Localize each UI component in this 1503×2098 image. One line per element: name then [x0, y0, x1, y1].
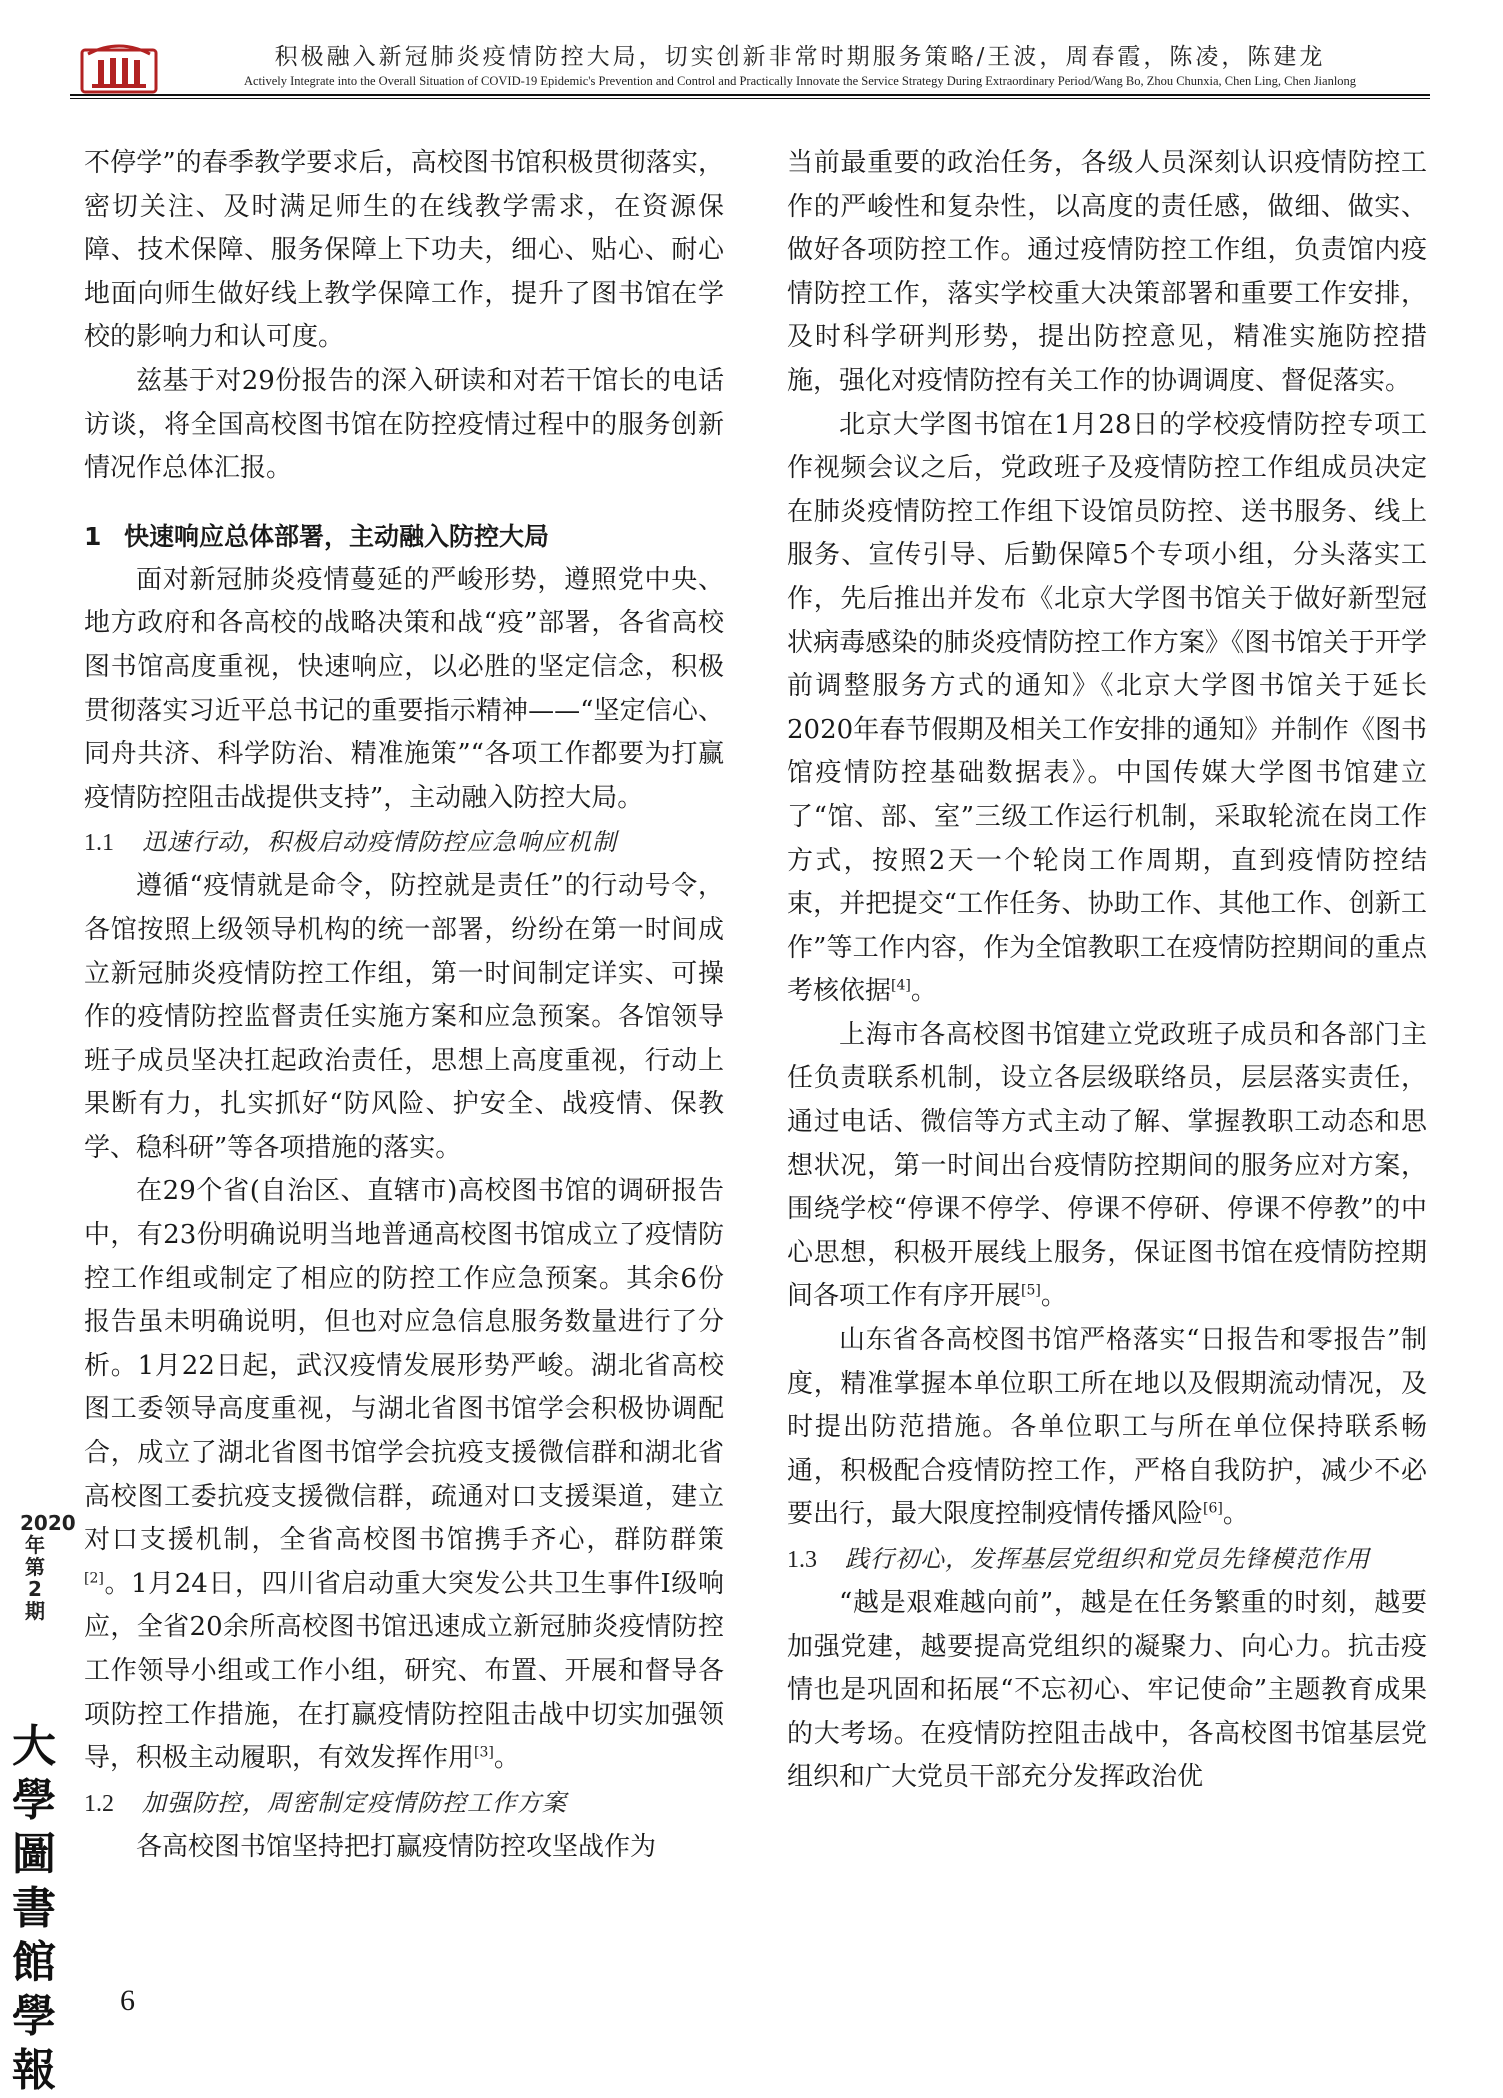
subsection-heading: [787, 1537, 1427, 1582]
paragraph: 不停学”的春季教学要求后，高校图书馆积极贯彻落实，密切关注、及时满足师生的在线教学需求，在资源保障、技术保障、服务保障上下功夫，细心、贴心、耐心地面向师生做好线上教学保障工作，提升了图书馆在学校的影响力和认可度。: [84, 148, 724, 353]
subsection-number: 1.2: [84, 1790, 114, 1817]
issue-label: 2020年第2期: [20, 1511, 76, 1623]
subsection-heading: [84, 1781, 724, 1826]
text-run: 。: [493, 1743, 520, 1774]
subsection-title: 践行初心，发挥基层党组织和党员先锋模范作用: [845, 1545, 1370, 1573]
text-run: 。: [1222, 1499, 1249, 1530]
paragraph: 当前最重要的政治任务，各级人员深刻认识疫情防控工作的严峻性和复杂性，以高度的责任感，做细、做实、做好各项防控工作。通过疫情防控工作组，负责馆内疫情防控工作，落实学校重大决策部署和重要工作安排，及时科学研判形势，提出防控意见，精准实施防控措施，强化对疫情防控有关工作的协调调度、督促落实。: [787, 148, 1427, 396]
journal-name: 大學圖書館學報: [12, 1721, 56, 2096]
paragraph: [787, 1014, 1427, 1319]
citation: [4]: [891, 977, 911, 994]
university-logo-icon: [80, 40, 158, 94]
header-rule-thin: [70, 98, 1430, 99]
right-column: [787, 142, 1427, 1800]
text-run: 。: [1040, 1281, 1067, 1312]
paragraph: 面对新冠肺炎疫情蔓延的严峻形势，遵照党中央、地方政府和各高校的战略决策和战“疫”部署，各省高校图书馆高度重视，快速响应，以必胜的坚定信念，积极贯彻落实习近平总书记的重要指示精神——“坚定信心、同舟共济、科学防治、精准施策”“各项工作都要为打赢疫情防控阻击战提供支持”，主动融入防控大局。: [84, 564, 724, 813]
paragraph: [787, 1319, 1427, 1537]
paragraph: “越是艰难越向前”，越是在任务繁重的时刻，越要加强党建，越要提高党组织的凝聚力、向心力。抗击疫情也是巩固和拓展“不忘初心、牢记使命”主题教育成果的大考场。在疫情防控阻击战中，各高校图书馆基层党组织和广大党员干部充分发挥政治优: [787, 1588, 1427, 1793]
paragraph: [84, 1170, 724, 1780]
page-number: 6: [120, 1984, 135, 2017]
section-heading: [84, 515, 724, 559]
subsection-title: 迅速行动，积极启动疫情防控应急响应机制: [142, 828, 617, 857]
subsection-heading: [84, 820, 724, 865]
text-run: 北京大学图书馆在1月28日的学校疫情防控专项工作视频会议之后，党政班子及疫情防控工作组成员决定在肺炎疫情防控工作组下设馆员防控、送书服务、线上服务、宣传引导、后勤保障5个专项小组，分头落实工作，先后推出并发布《北京大学图书馆关于做好新型冠状病毒感染的肺炎疫情防控工作方案》《图书馆关于开学前调整服务方式的通知》《北京大学图书馆关于延长2020年春节假期及相关工作安排的通知》并制作《图书馆疫情防控基础数据表》。中国传媒大学图书馆建立了“馆、部、室”三级工作运行机制，采取轮流在岗工作方式，按照2天一个轮岗工作周期，直到疫情防控结束，并把提交“工作任务、协助工作、其他工作、创新工作”等工作内容，作为全馆教职工在疫情防控期间的重点考核依据: [787, 409, 1427, 1007]
text-run: 上海市各高校图书馆建立党政班子成员和各部门主任负责联系机制，设立各层级联络员，层层落实责任，通过电话、微信等方式主动了解、掌握教职工动态和思想状况，第一时间出台疫情防控期间的服务应对方案，围绕学校“停课不停学、停课不停研、停课不停教”的中心思想，积极开展线上服务，保证图书馆在疫情防控期间各项工作有序开展: [787, 1019, 1427, 1312]
paragraph: 各高校图书馆坚持把打赢疫情防控攻坚战作为: [136, 1831, 657, 1862]
citation: [3]: [474, 1744, 494, 1761]
section-title: 快速响应总体部署，主动融入防控大局: [124, 521, 550, 551]
subsection-title: 加强防控，周密制定疫情防控工作方案: [142, 1788, 567, 1817]
text-run: 在29个省(自治区、直辖市)高校图书馆的调研报告中，有23份明确说明当地普通高校图书馆成立了疫情防控工作组或制定了相应的防控工作应急预案。其余6份报告虽未明确说明，但也对应急信息服务数量进行了分析。1月22日起，武汉疫情发展形势严峻。湖北省高校图工委领导高度重视，与湖北省图书馆学会积极协调配合，成立了湖北省图书馆学会抗疫支援微信群和湖北省高校图工委抗疫支援微信群，疏通对口支援渠道，建立对口支援机制，全省高校图书馆携手齐心，群防群策: [84, 1176, 724, 1556]
paragraph: 兹基于对29份报告的深入研读和对若干馆长的电话访谈，将全国高校图书馆在防控疫情过程中的服务创新情况作总体汇报。: [84, 365, 724, 484]
section-number: 1: [84, 521, 102, 551]
header-subtitle: Actively Integrate into the Overall Situation of COVID-19 Epidemic's Prevention and Control and Practically Innovate the Service Strategy During Extraordinary Period/Wang Bo, Zhou Chunxia, Chen Ling, Chen Jianlong: [243, 74, 1357, 88]
citation: [2]: [84, 1570, 104, 1587]
header-title: 积极融入新冠肺炎疫情防控大局，切实创新非常时期服务策略/王波，周春霞，陈凌，陈建龙: [274, 44, 1326, 70]
text-run: 。1月24日，四川省启动重大突发公共卫生事件Ⅰ级响应，全省20余所高校图书馆迅速成立新冠肺炎疫情防控工作领导小组或工作小组，研究、布置、开展和督导各项防控工作措施，在打赢疫情防控阻击战中切实加强领导，积极主动履职，有效发挥作用: [84, 1568, 724, 1774]
subsection-number: 1.3: [787, 1547, 817, 1573]
left-column: [84, 142, 724, 1869]
paragraph: [787, 404, 1427, 1014]
paragraph: 遵循“疫情就是命令，防控就是责任”的行动号令，各馆按照上级领导机构的统一部署，纷纷在第一时间成立新冠肺炎疫情防控工作组，第一时间制定详实、可操作的疫情防控监督责任实施方案和应急预案。各馆领导班子成员坚决扛起政治责任，思想上高度重视，行动上果断有力，扎实抓好“防风险、护安全、战疫情、保教学、稳科研”等各项措施的落实。: [84, 871, 724, 1163]
text-run: 山东省各高校图书馆严格落实“日报告和零报告”制度，精准掌握本单位职工所在地以及假期流动情况，及时提出防范措施。各单位职工与所在单位保持联系畅通，积极配合疫情防控工作，严格自我防护，减少不必要出行，最大限度控制疫情传播风险: [787, 1325, 1427, 1530]
citation: [6]: [1203, 1500, 1223, 1517]
citation: [5]: [1021, 1282, 1041, 1299]
header-rule: [70, 94, 1430, 96]
text-run: 。: [910, 976, 937, 1007]
running-header: [70, 22, 1430, 102]
subsection-number: 1.1: [84, 830, 114, 857]
